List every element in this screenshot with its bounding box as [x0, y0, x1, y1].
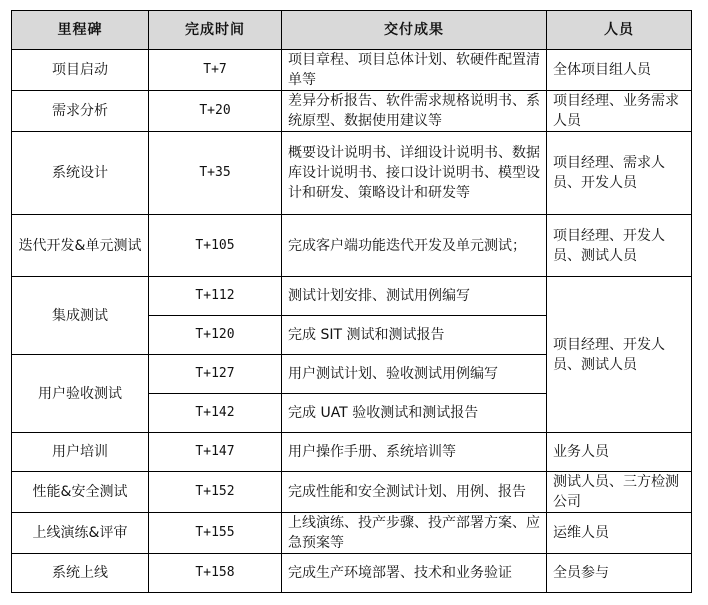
people-cell: 全体项目组人员 [547, 50, 692, 91]
table-row [12, 472, 692, 513]
milestone-cell: 用户验收测试 [12, 355, 149, 433]
time-cell: T+158 [149, 554, 282, 593]
table-row [12, 277, 692, 316]
milestone-cell: 用户培训 [12, 433, 149, 472]
milestone-cell: 系统设计 [12, 132, 149, 215]
milestone-cell: 需求分析 [12, 91, 149, 132]
time-cell: T+20 [149, 91, 282, 132]
people-cell: 项目经理、业务需求人员 [547, 91, 692, 132]
deliverable-cell: 用户操作手册、系统培训等 [282, 433, 547, 472]
table-row [12, 513, 692, 554]
time-cell: T+112 [149, 277, 282, 316]
deliverable-cell: 概要设计说明书、详细设计说明书、数据库设计说明书、接口设计说明书、模型设计和研发、策略设计和研发等 [282, 132, 547, 215]
time-cell: T+105 [149, 215, 282, 277]
time-cell: T+35 [149, 132, 282, 215]
milestone-cell: 项目启动 [12, 50, 149, 91]
deliverable-cell: 完成 SIT 测试和测试报告 [282, 316, 547, 355]
milestone-cell: 集成测试 [12, 277, 149, 355]
milestone-cell: 迭代开发&单元测试 [12, 215, 149, 277]
milestone-table [11, 10, 692, 593]
header-milestone: 里程碑 [12, 11, 149, 50]
people-cell: 测试人员、三方检测公司 [547, 472, 692, 513]
table-row [12, 433, 692, 472]
time-cell: T+127 [149, 355, 282, 394]
table-row [12, 50, 692, 91]
milestone-cell: 性能&安全测试 [12, 472, 149, 513]
deliverable-cell: 完成 UAT 验收测试和测试报告 [282, 394, 547, 433]
time-cell: T+147 [149, 433, 282, 472]
deliverable-cell: 上线演练、投产步骤、投产部署方案、应急预案等 [282, 513, 547, 554]
table-row [12, 91, 692, 132]
time-cell: T+120 [149, 316, 282, 355]
people-cell: 项目经理、开发人员、测试人员 [547, 277, 692, 433]
table-row [12, 215, 692, 277]
people-cell: 项目经理、需求人员、开发人员 [547, 132, 692, 215]
people-cell: 全员参与 [547, 554, 692, 593]
time-cell: T+152 [149, 472, 282, 513]
time-cell: T+142 [149, 394, 282, 433]
deliverable-cell: 差异分析报告、软件需求规格说明书、系统原型、数据使用建议等 [282, 91, 547, 132]
deliverable-cell: 用户测试计划、验收测试用例编写 [282, 355, 547, 394]
table-row [12, 554, 692, 593]
deliverable-cell: 完成客户端功能迭代开发及单元测试； [282, 215, 547, 277]
time-cell: T+7 [149, 50, 282, 91]
time-cell: T+155 [149, 513, 282, 554]
table-row [12, 132, 692, 215]
deliverable-cell: 完成生产环境部署、技术和业务验证 [282, 554, 547, 593]
header-deliverable: 交付成果 [282, 11, 547, 50]
deliverable-cell: 测试计划安排、测试用例编写 [282, 277, 547, 316]
header-row [12, 11, 692, 50]
header-people: 人员 [547, 11, 692, 50]
people-cell: 业务人员 [547, 433, 692, 472]
people-cell: 项目经理、开发人员、测试人员 [547, 215, 692, 277]
people-cell: 运维人员 [547, 513, 692, 554]
milestone-cell: 上线演练&评审 [12, 513, 149, 554]
header-time: 完成时间 [149, 11, 282, 50]
milestone-table-container [11, 10, 692, 593]
deliverable-cell: 项目章程、项目总体计划、软硬件配置清单等 [282, 50, 547, 91]
deliverable-cell: 完成性能和安全测试计划、用例、报告 [282, 472, 547, 513]
milestone-cell: 系统上线 [12, 554, 149, 593]
